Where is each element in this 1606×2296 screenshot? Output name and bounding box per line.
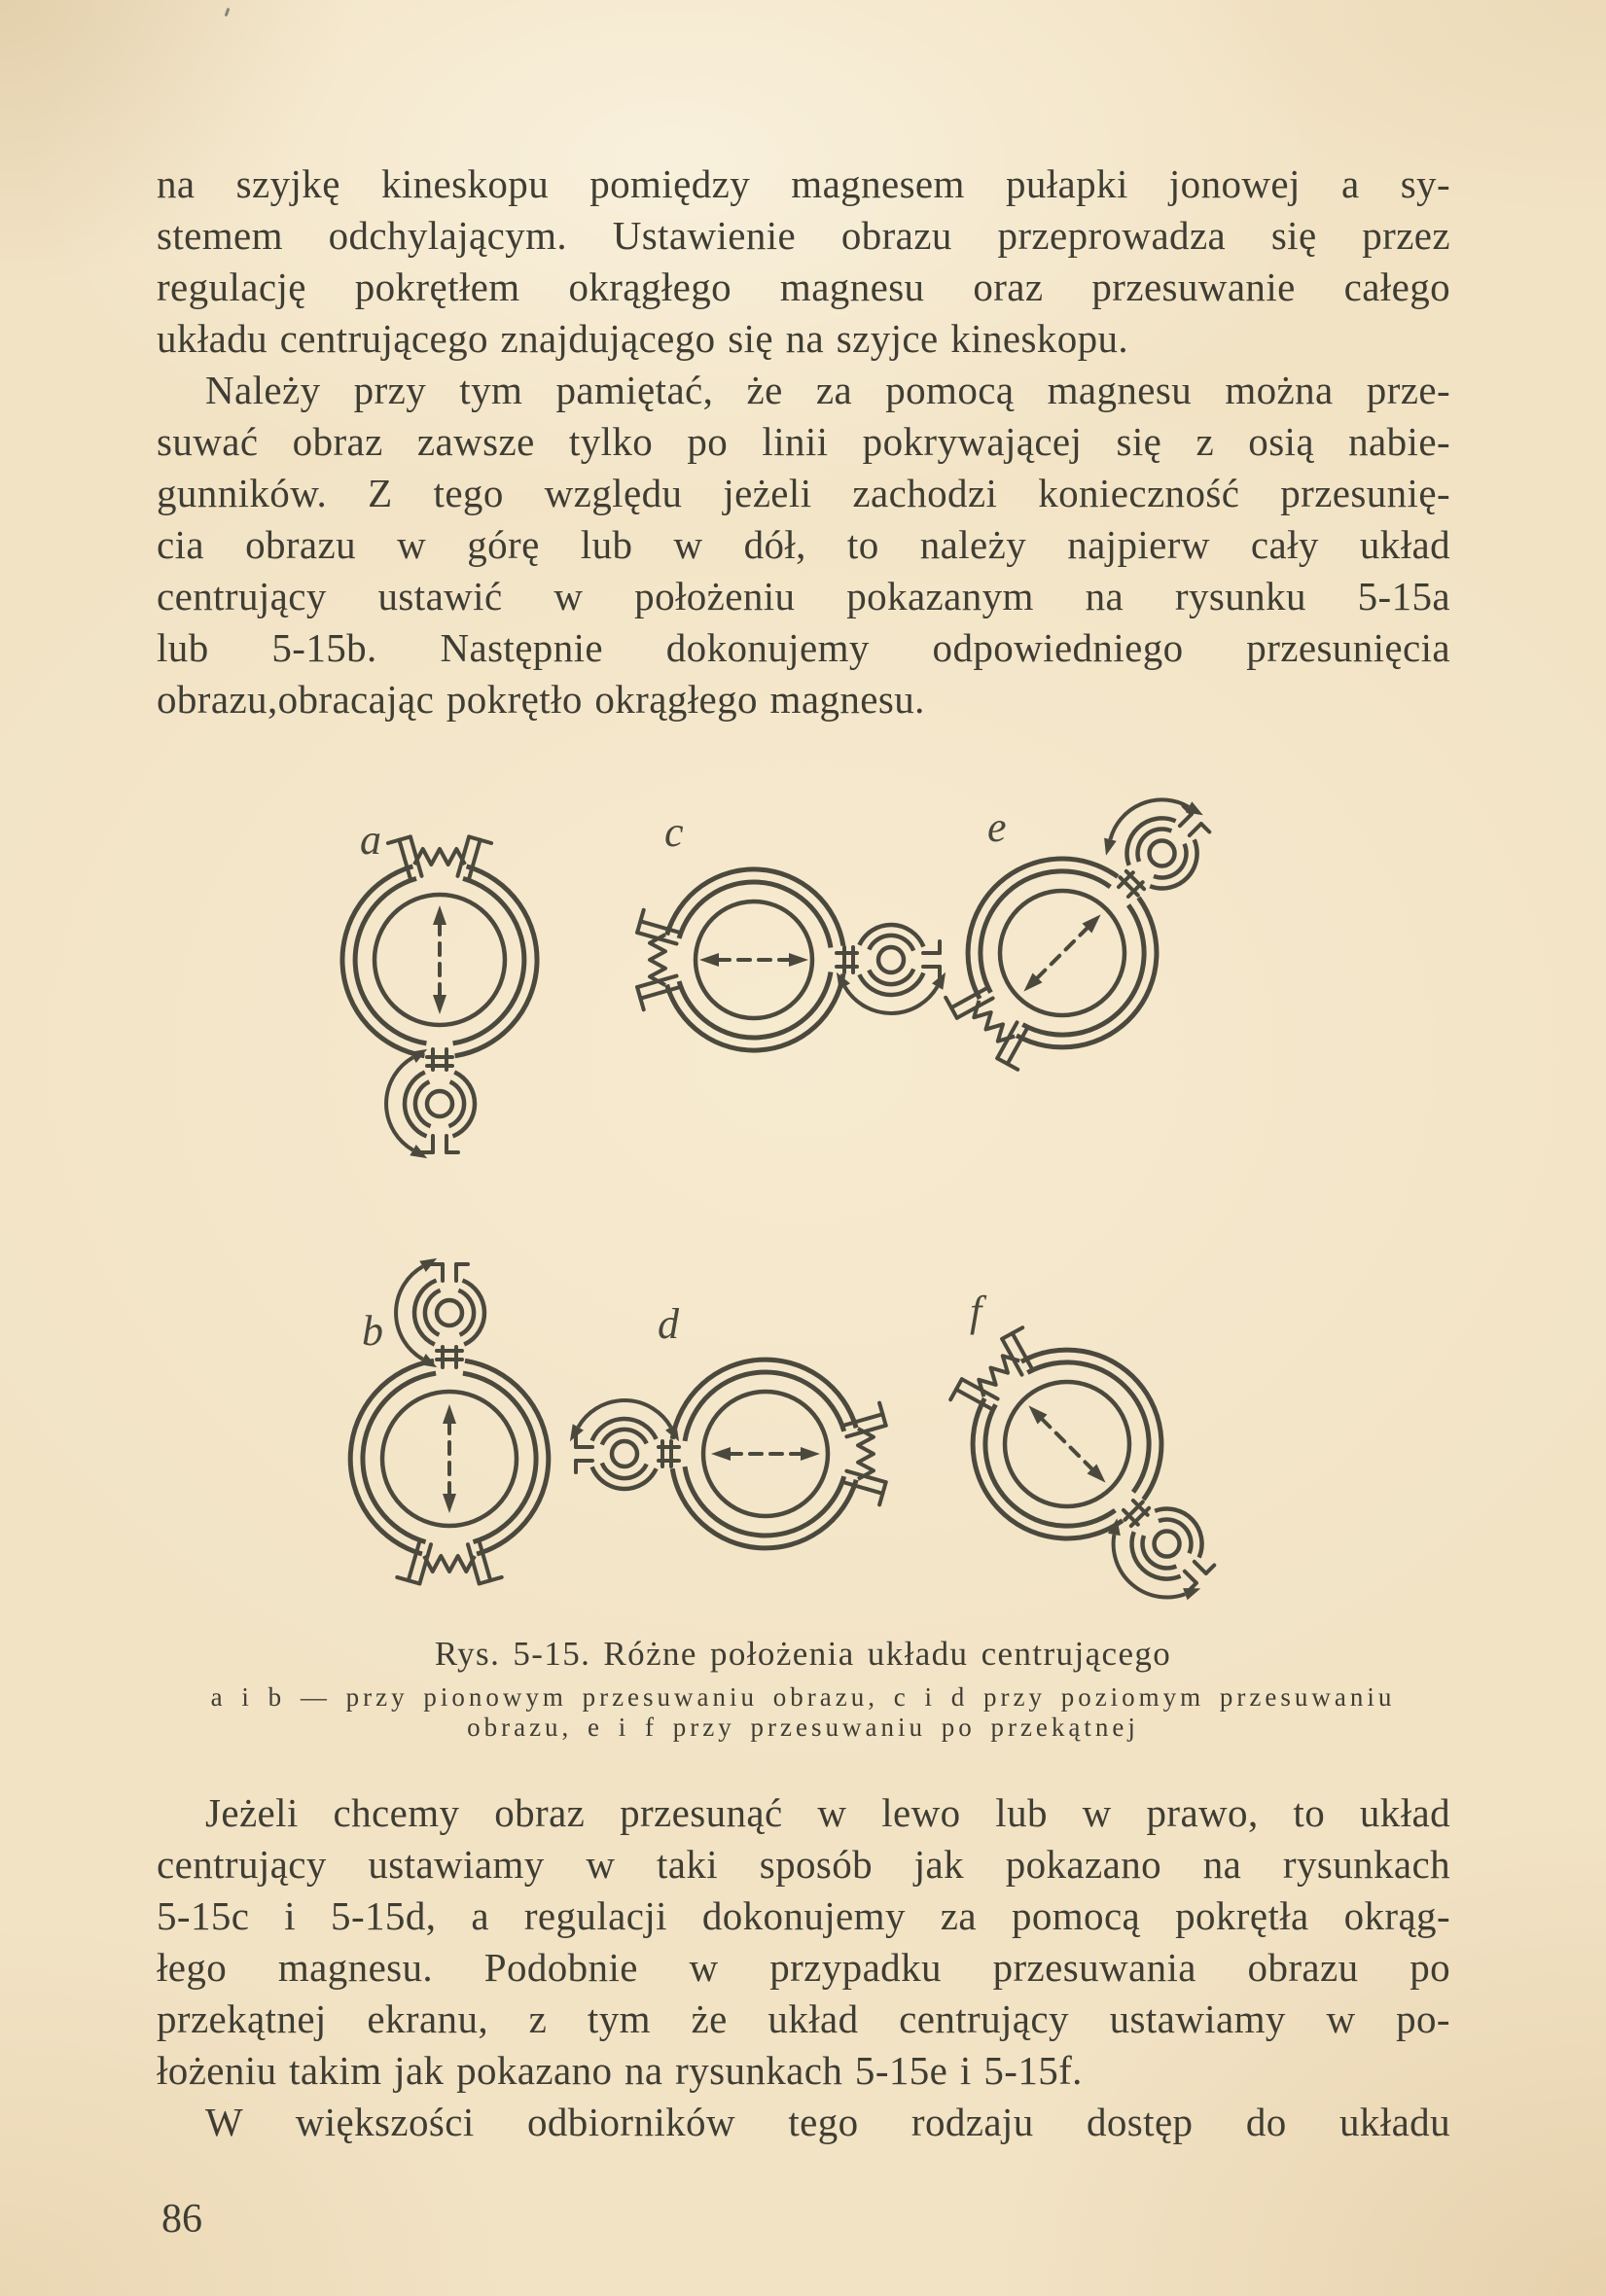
diagram-label-c: c: [664, 808, 684, 856]
knob-hole: [437, 1300, 462, 1325]
diagram-label-d: d: [658, 1300, 679, 1348]
text-line: gunników. Z tego względu jeżeli zachodzi konieczność przesunię-: [157, 471, 1450, 515]
diagram-unit-f: [950, 1288, 1214, 1600]
direction-arrowhead: [789, 953, 808, 967]
body-text-block-bottom: [157, 1787, 1450, 2148]
knob-far-tab: [1190, 824, 1201, 835]
body-text-block-top: [157, 159, 1450, 725]
paper-speck: [225, 8, 231, 17]
knob-hole: [1155, 1532, 1180, 1557]
notch-tab: [469, 840, 481, 879]
figure-5-15: [0, 778, 1606, 1634]
text-line: centrujący ustawiamy w taki sposób jak pokazano na rysunkach: [157, 1842, 1450, 1887]
knob-far-tab: [1185, 1572, 1196, 1583]
text-line: suwać obraz zawsze tylko po linii pokrywającej się z osią nabie-: [157, 419, 1450, 464]
notch-tab: [399, 840, 410, 879]
text-line: Jeżeli chcemy obraz przesunąć w lewo lub w prawo, to układ: [205, 1790, 1450, 1835]
text-line: 5-15c i 5-15d, a regulacji dokonujemy za pomocą pokrętła okrąg-: [157, 1893, 1450, 1938]
text-line: regulację pokrętłem okrągłego magnesu oraz przesuwanie całego: [157, 265, 1450, 309]
diagram-label-f: f: [970, 1288, 982, 1335]
text-line: łożeniu takim jak pokazano na rysunkach 5-15e i 5-15f.: [157, 2048, 1083, 2093]
knob-far-tab-cap: [1201, 824, 1210, 831]
text-line: cia obrazu w górę lub w dół, to należy najpierw cały układ: [157, 522, 1450, 567]
diagram-unit-a: [342, 816, 537, 1158]
knob-hole: [1150, 840, 1175, 865]
inner-circle: [1005, 1382, 1129, 1506]
diagram-label-e: e: [987, 803, 1007, 851]
notch-spring: [858, 1429, 874, 1479]
figure-caption-title: Rys. 5-15. Różne położenia układu centrującego: [434, 1635, 1172, 1673]
text-line: przekątnej ekranu, z tym że układ centrujący ustawiamy w po-: [157, 1996, 1450, 2041]
knob-far-tab-cap: [1206, 1566, 1215, 1573]
direction-arrow-shaft: [1041, 1418, 1093, 1470]
rotation-arrow: [844, 987, 937, 1013]
direction-arrowhead: [443, 1494, 456, 1513]
figure-caption-line-1: a i b — przy pionowym przesuwaniu obrazu, c i d przy poziomym przesuwaniu: [210, 1682, 1396, 1712]
direction-arrowhead: [433, 905, 446, 925]
text-line: W większości odbiorników tego rodzaju dostęp do układu: [205, 2100, 1450, 2144]
diagram-label-b: b: [362, 1307, 383, 1355]
knob-hole: [427, 1091, 452, 1116]
notch-tab: [637, 976, 676, 988]
direction-arrowhead: [443, 1404, 456, 1424]
text-line: lub 5-15b. Następnie dokonujemy odpowiedniego przesunięcia: [157, 625, 1450, 670]
text-line: centrujący ustawić w położeniu pokazanym na rysunku 5-15a: [157, 574, 1450, 618]
direction-arrowhead: [711, 1447, 731, 1461]
text-line: układu centrującego znajdującego się na szyjce kineskopu.: [157, 316, 1129, 361]
text-line: obrazu,obracając pokrętło okrągłego magnesu.: [157, 677, 925, 722]
text-line: stemem odchylającym. Ustawienie obrazu przeprowadza się przez: [157, 213, 1450, 258]
direction-arrow-shaft: [1036, 927, 1089, 979]
notch-tab: [637, 933, 676, 944]
text-line: Należy przy tym pamiętać, że za pomocą magnesu można prze-: [205, 368, 1450, 412]
figure-caption-line-2: obrazu, e i f przy przesuwaniu po przekątnej: [467, 1713, 1139, 1742]
inner-circle: [1000, 891, 1124, 1015]
text-line: na szyjkę kineskopu pomiędzy magnesem pułapki jonowej a sy-: [157, 161, 1450, 206]
diagram-unit-e: [946, 799, 1209, 1069]
direction-arrowhead: [801, 1447, 820, 1461]
knob-hole: [878, 947, 904, 972]
rotation-arrow: [396, 1266, 422, 1359]
diagram-label-a: a: [360, 816, 381, 864]
rotation-arrow: [386, 1057, 412, 1149]
diagram-unit-c: [637, 808, 946, 1050]
diagram-unit-b: [350, 1258, 549, 1584]
notch-spring: [414, 849, 465, 865]
direction-arrowhead: [433, 995, 446, 1014]
knob-far-tab: [1195, 1562, 1206, 1573]
figure-caption: [0, 1634, 1606, 1743]
notch-spring: [650, 935, 665, 985]
direction-arrowhead: [699, 953, 719, 967]
knob-far-tab: [1180, 814, 1192, 826]
page-number: 86: [161, 2197, 202, 2242]
rotation-arrowhead: [1183, 1588, 1200, 1600]
notch-spring: [424, 1556, 475, 1572]
text-line: łego magnesu. Podobnie w przypadku przesuwania obrazu po: [157, 1945, 1450, 1990]
rotation-arrow: [578, 1400, 670, 1427]
knob-hole: [612, 1441, 637, 1466]
rotation-arrowhead: [1104, 838, 1117, 856]
diagram-unit-d: [570, 1300, 886, 1548]
